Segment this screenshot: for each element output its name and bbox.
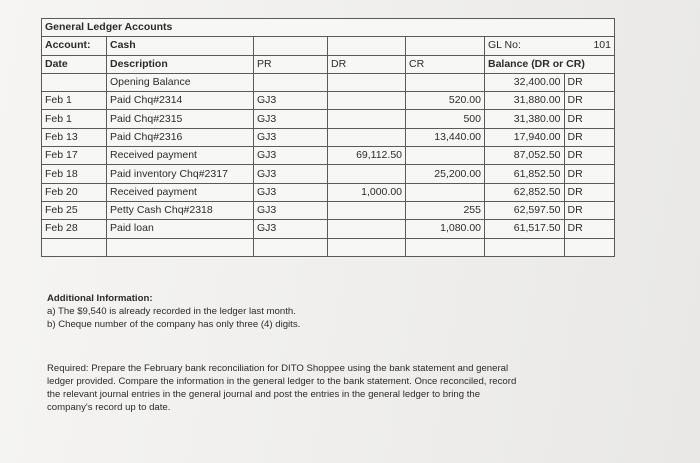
- cell-description: Paid loan: [107, 220, 254, 238]
- cell-credit: 1,080.00: [406, 220, 485, 238]
- additional-information: [47, 292, 300, 331]
- cell-dr-or-cr: DR: [564, 201, 615, 219]
- header-row: [42, 55, 615, 73]
- header-date: Date: [42, 55, 107, 73]
- cell-pr: GJ3: [254, 165, 328, 183]
- ledger-row: [42, 183, 615, 201]
- cell-debit: [328, 128, 406, 146]
- cell-description: Opening Balance: [107, 73, 254, 91]
- cell-dr-or-cr: DR: [564, 183, 615, 201]
- cell-balance: 31,880.00: [485, 92, 565, 110]
- cell-credit: [406, 73, 485, 91]
- cell-pr: [254, 73, 328, 91]
- cell-pr: GJ3: [254, 147, 328, 165]
- cell-description: Received payment: [107, 147, 254, 165]
- header-description: Description: [107, 55, 254, 73]
- cell-pr: GJ3: [254, 201, 328, 219]
- ledger-row: [42, 220, 615, 238]
- header-pr: PR: [254, 55, 328, 73]
- gl-no-value: 101: [564, 37, 615, 55]
- cell-date: Feb 20: [42, 183, 107, 201]
- ledger-row: [42, 128, 615, 146]
- cell-balance: 61,852.50: [485, 165, 565, 183]
- cell-date: Feb 13: [42, 128, 107, 146]
- ledger-rows: [42, 73, 615, 256]
- cell-credit: 520.00: [406, 92, 485, 110]
- required-line-4: company's record up to date.: [47, 402, 171, 413]
- cell-credit: 13,440.00: [406, 128, 485, 146]
- cell-balance: 17,940.00: [485, 128, 565, 146]
- ledger-row: [42, 73, 615, 91]
- cell-dr-or-cr: DR: [564, 220, 615, 238]
- ledger-row: [42, 238, 615, 256]
- required-line-1: Required: Prepare the February bank reconciliation for DITO Shoppee using the bank statement and general: [47, 363, 509, 374]
- cell-dr-or-cr: DR: [564, 73, 615, 91]
- required-line-3: the relevant journal entries in the general journal and post the entries in the general ledger to bring the: [47, 389, 481, 400]
- cell-balance: 31,380.00: [485, 110, 565, 128]
- cell-pr: [254, 238, 328, 256]
- cell-balance: 62,852.50: [485, 183, 565, 201]
- cell-date: [42, 73, 107, 91]
- ledger-row: [42, 110, 615, 128]
- header-dr: DR: [328, 55, 406, 73]
- cell-debit: [328, 73, 406, 91]
- cell-description: Petty Cash Chq#2318: [107, 201, 254, 219]
- cell-description: Paid Chq#2314: [107, 92, 254, 110]
- cell-dr-or-cr: DR: [564, 128, 615, 146]
- additional-item-a: a) The $9,540 is already recorded in the ledger last month.: [47, 306, 296, 317]
- cell-pr: GJ3: [254, 110, 328, 128]
- account-row: [42, 37, 615, 55]
- cell-credit: 500: [406, 110, 485, 128]
- cell-credit: 25,200.00: [406, 165, 485, 183]
- cell-description: Received payment: [107, 183, 254, 201]
- cell-date: Feb 28: [42, 220, 107, 238]
- cell-credit: 255: [406, 201, 485, 219]
- cell-balance: 32,400.00: [485, 73, 565, 91]
- cell-debit: [328, 110, 406, 128]
- cell-credit: [406, 238, 485, 256]
- cell-pr: GJ3: [254, 183, 328, 201]
- ledger-row: [42, 201, 615, 219]
- cell-debit: [328, 165, 406, 183]
- cell-balance: [485, 238, 565, 256]
- cell-debit: [328, 238, 406, 256]
- cell-balance: 87,052.50: [485, 147, 565, 165]
- cell-date: Feb 25: [42, 201, 107, 219]
- header-balance: Balance (DR or CR): [485, 55, 615, 73]
- ledger-row: [42, 147, 615, 165]
- cell-pr: GJ3: [254, 92, 328, 110]
- ledger-row: [42, 165, 615, 183]
- cell-date: Feb 1: [42, 110, 107, 128]
- ledger-title: General Ledger Accounts: [42, 19, 615, 37]
- cell-dr-or-cr: DR: [564, 147, 615, 165]
- gl-no-label: GL No:: [485, 37, 565, 55]
- additional-item-b: b) Cheque number of the company has only three (4) digits.: [47, 319, 301, 330]
- cell-description: [107, 238, 254, 256]
- cell-date: Feb 1: [42, 92, 107, 110]
- cell-balance: 61,517.50: [485, 220, 565, 238]
- cell-pr: GJ3: [254, 220, 328, 238]
- cell-debit: [328, 220, 406, 238]
- cell-date: Feb 17: [42, 147, 107, 165]
- required-instructions: [47, 362, 627, 414]
- cell-debit: 1,000.00: [328, 183, 406, 201]
- cell-credit: [406, 147, 485, 165]
- account-label: Account:: [42, 37, 107, 55]
- account-name: Cash: [107, 37, 254, 55]
- cell-description: Paid Chq#2316: [107, 128, 254, 146]
- required-line-2: ledger provided. Compare the information in the general ledger to the bank statement. Once reconciled, record: [47, 376, 517, 387]
- cell-dr-or-cr: DR: [564, 110, 615, 128]
- cell-debit: [328, 92, 406, 110]
- cell-date: [42, 238, 107, 256]
- cell-dr-or-cr: DR: [564, 165, 615, 183]
- ledger-row: [42, 92, 615, 110]
- cell-debit: [328, 201, 406, 219]
- cell-debit: 69,112.50: [328, 147, 406, 165]
- header-cr: CR: [406, 55, 485, 73]
- cell-dr-or-cr: [564, 238, 615, 256]
- cell-description: Paid inventory Chq#2317: [107, 165, 254, 183]
- cell-date: Feb 18: [42, 165, 107, 183]
- additional-heading: Additional Information:: [47, 293, 153, 304]
- cell-credit: [406, 183, 485, 201]
- cell-description: Paid Chq#2315: [107, 110, 254, 128]
- cell-pr: GJ3: [254, 128, 328, 146]
- ledger-title-row: [42, 19, 615, 37]
- cell-balance: 62,597.50: [485, 201, 565, 219]
- general-ledger-table: [41, 18, 615, 257]
- cell-dr-or-cr: DR: [564, 92, 615, 110]
